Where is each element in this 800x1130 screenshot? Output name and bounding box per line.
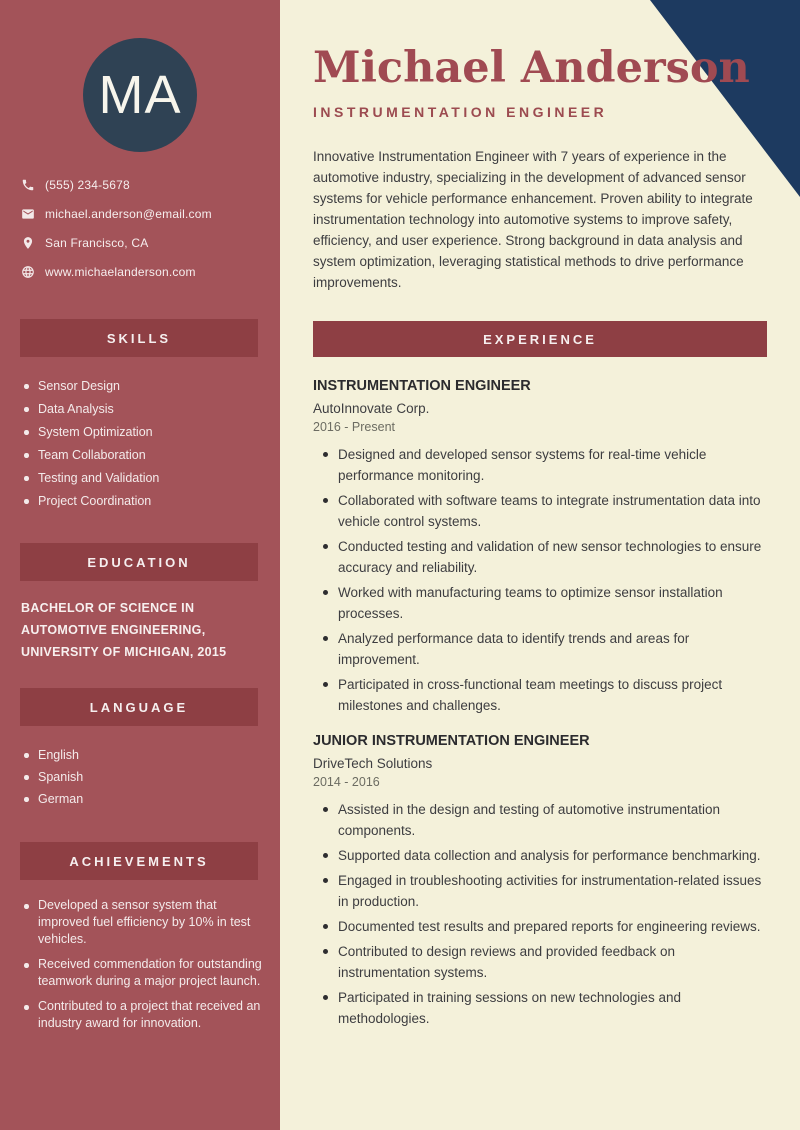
job-dates: 2016 - Present: [313, 420, 395, 434]
bullet-dot: [24, 775, 29, 780]
skill-label: Team Collaboration: [38, 448, 146, 462]
contact-section: [21, 176, 280, 280]
person-name: Michael Anderson: [313, 43, 750, 93]
avatar-initials: MA: [98, 65, 182, 125]
website-text: www.michaelanderson.com: [45, 264, 196, 279]
bullet-dot: [323, 636, 328, 641]
achievement-item: [24, 897, 262, 948]
bullet-dot: [24, 1005, 29, 1010]
bullet-dot: [24, 753, 29, 758]
profile-summary: Innovative Instrumentation Engineer with 7 years of experience in the automotive industry, specializing in the development of advanced sensor systems for vehicle performance enhancement. Proven ability to integrate instrumentation technology into automotive systems to improve safety, efficiency, and user experience. Strong background in data analysis and system optimization, leveraging statistical methods to drive performance improvements.: [313, 149, 753, 290]
achievements-section-header: [20, 842, 258, 880]
skill-label: Sensor Design: [38, 379, 120, 393]
skills-section-header: [20, 319, 258, 357]
job-entry-2: [313, 732, 767, 1029]
job-company: AutoInnovate Corp.: [313, 401, 430, 416]
experience-section-header: [313, 321, 767, 357]
job-bullet-text: Supported data collection and analysis for performance benchmarking.: [338, 848, 761, 863]
job-bullet-item: [313, 916, 767, 937]
experience-title: EXPERIENCE: [483, 331, 597, 347]
bullet-dot: [323, 544, 328, 549]
job-bullet-item: [313, 870, 767, 912]
job-bullet-text: Participated in training sessions on new technologies and methodologies.: [338, 990, 681, 1026]
language-section-header: [20, 688, 258, 726]
email-text: michael.anderson@email.com: [45, 206, 212, 221]
skills-list: [24, 375, 262, 513]
job-title: INSTRUMENTATION ENGINEER: [313, 378, 531, 394]
job-bullet-text: Contributed to design reviews and provided feedback on instrumentation systems.: [338, 944, 675, 980]
job-bullets-list: [313, 444, 767, 716]
contact-item-phone: [21, 176, 280, 193]
achievements-list: [24, 897, 262, 1040]
job-bullet-item: [313, 444, 767, 486]
job-dates: 2014 - 2016: [313, 775, 380, 789]
sidebar: [0, 0, 280, 1130]
skill-item: [24, 490, 262, 513]
contact-item-location: [21, 234, 280, 251]
achievement-item: [24, 956, 262, 990]
bullet-dot: [323, 924, 328, 929]
person-role: INSTRUMENTATION ENGINEER: [313, 104, 608, 120]
job-bullet-item: [313, 845, 767, 866]
job-bullet-text: Assisted in the design and testing of automotive instrumentation components.: [338, 802, 720, 838]
language-label: English: [38, 748, 79, 762]
achievement-text: Contributed to a project that received an industry award for innovation.: [38, 999, 261, 1030]
bullet-dot: [24, 797, 29, 802]
bullet-dot: [24, 384, 29, 389]
bullet-dot: [323, 949, 328, 954]
bullet-dot: [24, 407, 29, 412]
contact-item-website: [21, 263, 280, 280]
contact-item-email: [21, 205, 280, 222]
skill-item: [24, 444, 262, 467]
skill-label: System Optimization: [38, 425, 153, 439]
education-section-header: [20, 543, 258, 581]
achievements-title: ACHIEVEMENTS: [69, 853, 209, 869]
email-icon: [21, 207, 35, 221]
bullet-dot: [323, 498, 328, 503]
skill-item: [24, 467, 262, 490]
bullet-dot: [24, 430, 29, 435]
phone-icon: [21, 178, 35, 192]
job-bullet-item: [313, 674, 767, 716]
job-bullet-text: Collaborated with software teams to integrate instrumentation data into vehicle control systems.: [338, 493, 761, 529]
bullet-dot: [24, 904, 29, 909]
skill-label: Testing and Validation: [38, 471, 160, 485]
language-list: [24, 744, 262, 810]
bullet-dot: [323, 878, 328, 883]
achievement-text: Received commendation for outstanding teamwork during a major project launch.: [38, 957, 262, 988]
bullet-dot: [24, 453, 29, 458]
job-bullet-text: Conducted testing and validation of new sensor technologies to ensure accuracy and reliability.: [338, 539, 762, 575]
job-bullet-item: [313, 799, 767, 841]
job-bullet-text: Documented test results and prepared reports for engineering reviews.: [338, 919, 761, 934]
job-company: DriveTech Solutions: [313, 756, 433, 771]
job-bullet-text: Engaged in troubleshooting activities for instrumentation-related issues in production.: [338, 873, 762, 909]
globe-icon: [21, 265, 35, 279]
achievement-text: Developed a sensor system that improved fuel efficiency by 10% in test vehicles.: [38, 898, 251, 946]
bullet-dot: [24, 963, 29, 968]
bullet-dot: [323, 682, 328, 687]
skill-item: [24, 421, 262, 444]
job-bullets-list: [313, 799, 767, 1029]
skill-label: Project Coordination: [38, 494, 152, 508]
language-label: Spanish: [38, 770, 84, 784]
education-title: EDUCATION: [87, 554, 191, 570]
phone-text: (555) 234-5678: [45, 177, 130, 192]
bullet-dot: [323, 853, 328, 858]
skill-item: [24, 398, 262, 421]
job-bullet-item: [313, 941, 767, 983]
job-title: JUNIOR INSTRUMENTATION ENGINEER: [313, 733, 590, 749]
language-item: [24, 788, 262, 810]
job-bullet-item: [313, 987, 767, 1029]
skill-label: Data Analysis: [38, 402, 114, 416]
job-bullet-item: [313, 628, 767, 670]
bullet-dot: [323, 995, 328, 1000]
language-title: LANGUAGE: [89, 699, 189, 715]
job-bullet-item: [313, 490, 767, 532]
job-bullet-text: Analyzed performance data to identify trends and areas for improvement.: [338, 631, 690, 667]
location-text: San Francisco, CA: [45, 235, 149, 250]
job-entry-1: [313, 377, 767, 716]
skill-item: [24, 375, 262, 398]
job-bullet-text: Worked with manufacturing teams to optimize sensor installation processes.: [338, 585, 723, 621]
bullet-dot: [323, 807, 328, 812]
main-content: [280, 0, 800, 1130]
location-pin-icon: [21, 236, 35, 250]
language-item: [24, 766, 262, 788]
language-label: German: [38, 792, 84, 806]
achievement-item: [24, 998, 262, 1032]
job-bullet-item: [313, 536, 767, 578]
bullet-dot: [323, 452, 328, 457]
job-bullet-item: [313, 582, 767, 624]
bullet-dot: [24, 499, 29, 504]
avatar: [83, 38, 197, 152]
skills-title: SKILLS: [106, 330, 172, 346]
language-item: [24, 744, 262, 766]
job-bullet-text: Participated in cross-functional team meetings to discuss project milestones and challenges.: [338, 677, 723, 713]
education-text: BACHELOR OF SCIENCE IN AUTOMOTIVE ENGINEERING, UNIVERSITY OF MICHIGAN, 2015: [21, 601, 227, 659]
job-bullet-text: Designed and developed sensor systems for real-time vehicle performance monitoring.: [338, 447, 707, 483]
bullet-dot: [24, 476, 29, 481]
bullet-dot: [323, 590, 328, 595]
